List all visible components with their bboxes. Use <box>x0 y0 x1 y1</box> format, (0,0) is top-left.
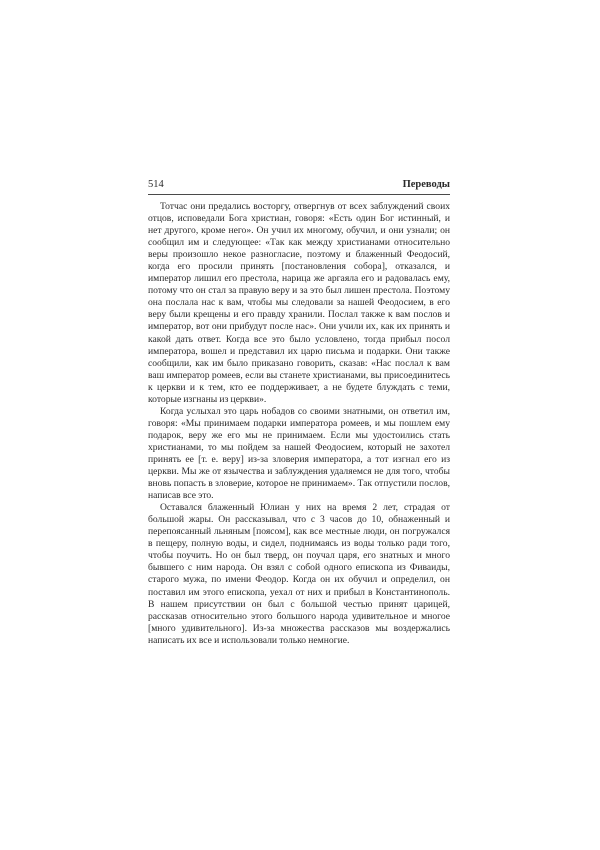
page-body <box>148 201 450 647</box>
book-page <box>148 178 450 647</box>
paragraph: Когда услыхал это царь нобадов со своими знатными, он ответил им, говоря: «Мы принимаем подарки императора ромеев, и мы пошлем ему подарок, веру же его мы не принимаем. Если мы удостоились стать христианами, то мы пойдем за нашей Феодосием, который не захотел принять ее [т. е. веру] из-за зловерия императора, а тот изгнал его из церкви. Мы же от язычества и заблуждения удаляемся не для того, чтобы вновь попасть в зловерие, которое не принимаем». Так отпустили послов, написав все это. <box>148 405 450 502</box>
running-head <box>148 178 450 195</box>
page-number: 514 <box>148 179 164 190</box>
running-title: Переводы <box>402 179 450 190</box>
paragraph: Тотчас они предались восторгу, отвергнув от всех заблуждений своих отцов, исповедали Бога христиан, говоря: «Есть один Бог истинный, и нет другого, кроме него». Он учил их многому, обучил, и они узнали; он сообщил им и следующее: «Так как между христианами относительно веры произошло некое разногласие, поэтому и блаженный Феодосий, когда его просили принять [постановления собора], отказался, и император лишил его престола, нарица же аргаяла его и радовалась ему, потому что он стал за правую веру и за это был лишен престола. Поэтому она послала нас к вам, чтобы мы следовали за нашей Феодосием, в его веру были крещены и его правду хранили. Послал также к вам послов и император, вот они прибудут после нас». Они учили их, как их принять и какой дать ответ. Когда все это было условлено, тогда прибыл посол императора, вошел и представил их царю письма и подарки. Они также сообщили, как им было приказано говорить, сказав: «Нас послал к вам ваш император ромеев, если вы станете христианами, вы присоединитесь к церкви и к тем, кто ее поддерживает, а не будете блуждать с теми, которые изгнаны из церкви». <box>148 201 450 405</box>
paragraph: Оставался блаженный Юлиан у них на время 2 лет, страдая от большой жары. Он рассказывал, что с 3 часов до 10, обнаженный и перепоясанный льняным [поясом], как все местные люди, он погружался в пещеру, полную воды, и сидел, поднимаясь из воды только ради того, чтобы поучить. Но он был тверд, он поучал царя, его знатных и много бывшего с ним народа. Он взял с собой одного епископа из Фиваиды, старого мужа, по имени Феодор. Когда он их обучил и определил, он поставил им этого епископа, уехал от них и прибыл в Константинополь. В нашем присутствии он был с большой честью принят царицей, рассказав относительно этого большого народа удивительное и многое [много удивительного]. Из-за множества рассказов мы воздержались написать их все и использовали только немногие. <box>148 502 450 646</box>
